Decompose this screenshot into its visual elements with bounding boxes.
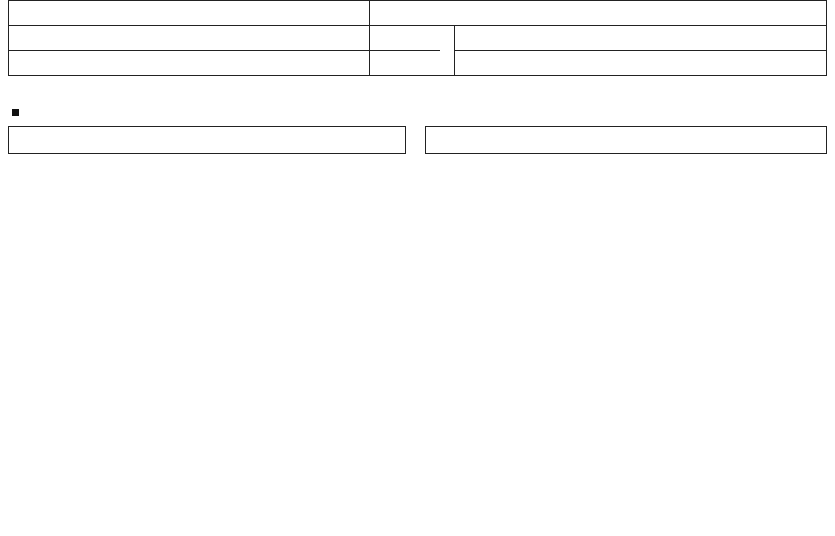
insulation-row-2 [9, 51, 827, 76]
dissipation-row [9, 1, 827, 26]
insulation-condition-1 [455, 26, 827, 51]
insulation-label-zh [9, 26, 370, 51]
table-title [8, 126, 406, 154]
table-block-250v [425, 126, 827, 154]
ur-value [370, 51, 441, 76]
table-title [425, 126, 827, 154]
dissipation-label [9, 1, 370, 26]
insulation-row-1 [9, 26, 827, 51]
spec-table [8, 0, 827, 76]
insulation-condition-2 [455, 51, 827, 76]
le-sign [440, 26, 455, 76]
ur-label [370, 26, 441, 51]
table-block-100v [8, 126, 406, 154]
square-bullet-icon [12, 109, 19, 116]
dissipation-value [370, 1, 827, 26]
dimensions-heading [12, 104, 25, 120]
insulation-label-en [9, 51, 370, 76]
